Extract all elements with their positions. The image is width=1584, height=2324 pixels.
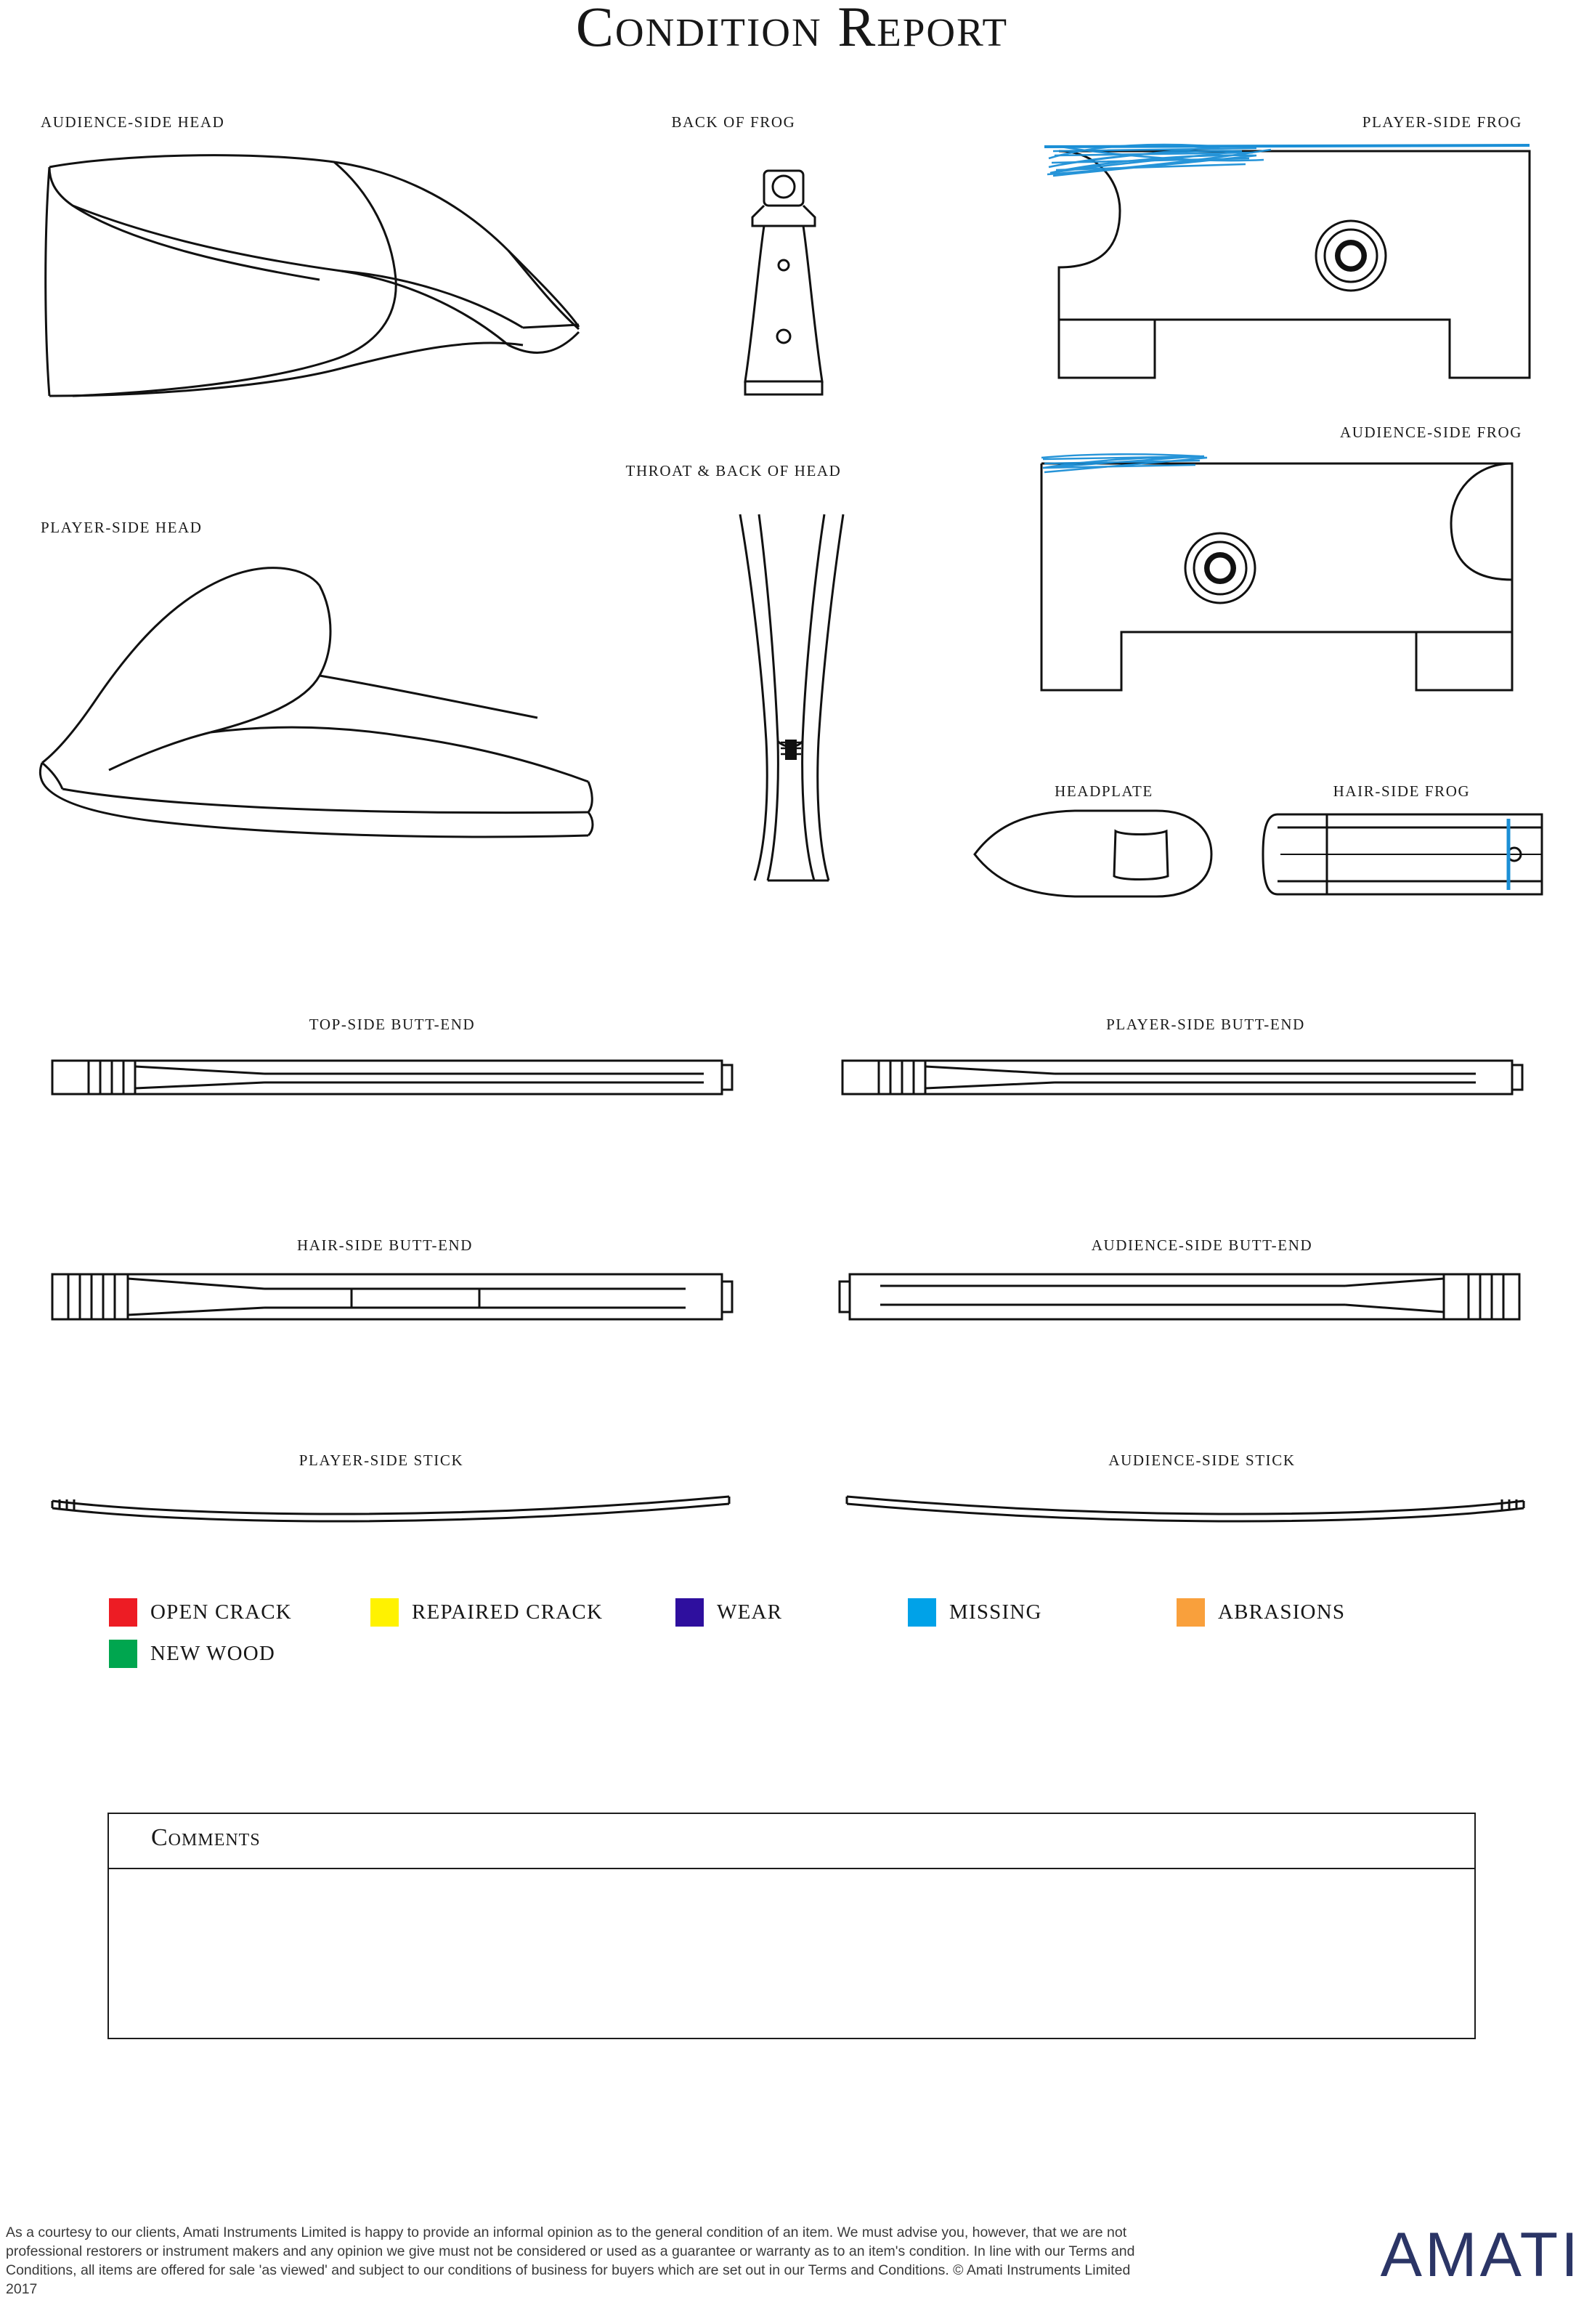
swatch-missing — [908, 1598, 936, 1627]
swatch-abrasions — [1177, 1598, 1205, 1627]
legend-label-abrasions: ABRASIONS — [1218, 1600, 1346, 1624]
caption-player-side-head: PLAYER-SIDE HEAD — [41, 519, 203, 536]
figure-audience-side-head — [29, 142, 581, 454]
comments-field[interactable] — [109, 1869, 1474, 2039]
legend-label-repaired-crack: REPAIRED CRACK — [412, 1600, 604, 1624]
figure-player-side-head — [29, 552, 596, 865]
legend-item-open-crack — [109, 1598, 370, 1627]
figure-hair-side-frog — [1260, 809, 1543, 900]
figure-player-side-butt-end — [837, 1045, 1527, 1110]
figure-player-side-frog — [1039, 138, 1532, 392]
swatch-new-wood — [109, 1640, 137, 1668]
caption-player-side-frog: PLAYER-SIDE FROG — [1362, 113, 1522, 131]
caption-hair-side-frog: HAIR-SIDE FROG — [1333, 782, 1471, 800]
annotation-missing-player-side-frog — [1047, 145, 1271, 176]
legend-item-missing — [908, 1598, 1177, 1627]
caption-player-side-stick: PLAYER-SIDE STICK — [298, 1452, 464, 1469]
figure-back-of-frog — [719, 163, 850, 403]
legend-item-new-wood — [109, 1640, 275, 1668]
page-title: Condition Report — [575, 0, 1009, 58]
caption-player-side-butt-end: PLAYER-SIDE BUTT-END — [1106, 1016, 1305, 1033]
swatch-wear — [675, 1598, 704, 1627]
amati-logo: AMATI — [1380, 2220, 1581, 2290]
legend-item-abrasions — [1177, 1598, 1345, 1627]
caption-audience-side-stick: AUDIENCE-SIDE STICK — [1108, 1452, 1296, 1469]
figure-throat-back-of-head — [730, 509, 853, 886]
figure-hair-side-butt-end — [46, 1264, 736, 1329]
caption-audience-side-head: AUDIENCE-SIDE HEAD — [41, 113, 225, 131]
swatch-repaired-crack — [370, 1598, 399, 1627]
swatch-open-crack — [109, 1598, 137, 1627]
footer-disclaimer: As a courtesy to our clients, Amati Instruments Limited is happy to provide an informal opinion as to the general condition of an item. We must advise you, however, that we are not professional restorers or instrument makers and any opinion we give must not be considered or used as a guarantee or warranty as to an item's condition. In line with our Terms and Conditions, all items are offered for sale 'as viewed' and subject to our conditions of business for buyers which are set out in our Terms and Conditions. © Amati Instruments Limited 2017 — [6, 2224, 1135, 2297]
legend — [109, 1598, 1489, 1681]
caption-throat-back-of-head: THROAT & BACK OF HEAD — [625, 462, 842, 479]
figure-top-side-butt-end — [46, 1045, 736, 1110]
figure-headplate — [966, 806, 1220, 901]
caption-headplate: HEADPLATE — [1055, 782, 1153, 800]
legend-label-wear: WEAR — [717, 1600, 783, 1624]
comments-heading: Comments — [109, 1814, 1474, 1869]
legend-label-new-wood: NEW WOOD — [150, 1642, 276, 1665]
legend-item-repaired-crack — [370, 1598, 675, 1627]
legend-row-2 — [109, 1640, 1489, 1668]
caption-back-of-frog: BACK OF FROG — [671, 113, 796, 131]
figure-player-side-stick — [42, 1482, 739, 1526]
legend-row-1 — [109, 1598, 1489, 1627]
caption-hair-side-butt-end: HAIR-SIDE BUTT-END — [296, 1236, 474, 1254]
caption-audience-side-butt-end: AUDIENCE-SIDE BUTT-END — [1091, 1236, 1313, 1254]
figure-audience-side-stick — [837, 1482, 1534, 1526]
comments-box[interactable] — [107, 1813, 1476, 2039]
caption-top-side-butt-end: TOP-SIDE BUTT-END — [309, 1016, 476, 1033]
legend-label-open-crack: OPEN CRACK — [150, 1600, 292, 1624]
legend-label-missing: MISSING — [949, 1600, 1042, 1624]
caption-audience-side-frog: AUDIENCE-SIDE FROG — [1339, 424, 1522, 441]
legend-item-wear — [675, 1598, 908, 1627]
figure-audience-side-butt-end — [837, 1264, 1527, 1329]
figure-audience-side-frog — [1039, 450, 1532, 705]
